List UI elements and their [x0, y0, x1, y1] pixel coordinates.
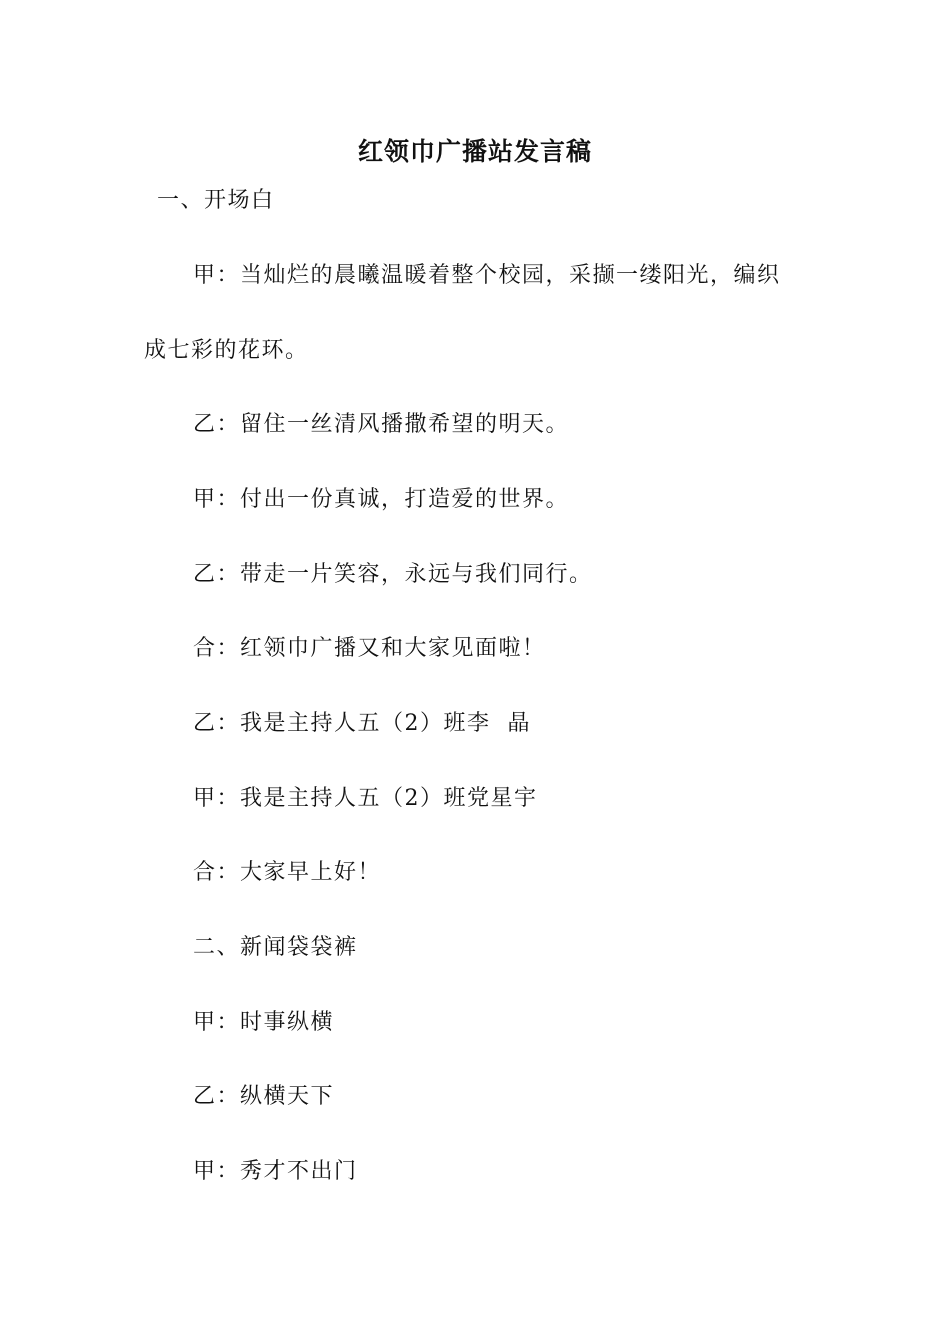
dialogue-line: 甲：当灿烂的晨曦温暖着整个校园，采撷一缕阳光，编织 — [193, 263, 781, 288]
dialogue-line: 合：红领巾广播又和大家见面啦！ — [193, 636, 546, 661]
dialogue-line: 甲：我是主持人五（2）班党星宇 — [193, 786, 538, 811]
dialogue-line: 乙：我是主持人五（2）班李 晶 — [193, 711, 531, 736]
dialogue-line-continuation: 成七彩的花环。 — [144, 338, 309, 363]
dialogue-line: 乙：带走一片笑容，永远与我们同行。 — [193, 562, 593, 587]
dialogue-line: 乙：纵横天下 — [193, 1084, 335, 1109]
section-heading-news: 二、新闻袋袋裤 — [193, 935, 358, 960]
section-heading-opening: 一、开场白 — [157, 188, 275, 213]
dialogue-line: 甲：付出一份真诚，打造爱的世界。 — [193, 487, 570, 512]
dialogue-line: 乙：留住一丝清风播撒希望的明天。 — [193, 412, 570, 437]
document-title: 红领巾广播站发言稿 — [357, 137, 592, 166]
dialogue-line: 甲：时事纵横 — [193, 1010, 335, 1035]
dialogue-line: 合：大家早上好！ — [193, 860, 382, 885]
dialogue-line: 甲：秀才不出门 — [193, 1159, 358, 1184]
